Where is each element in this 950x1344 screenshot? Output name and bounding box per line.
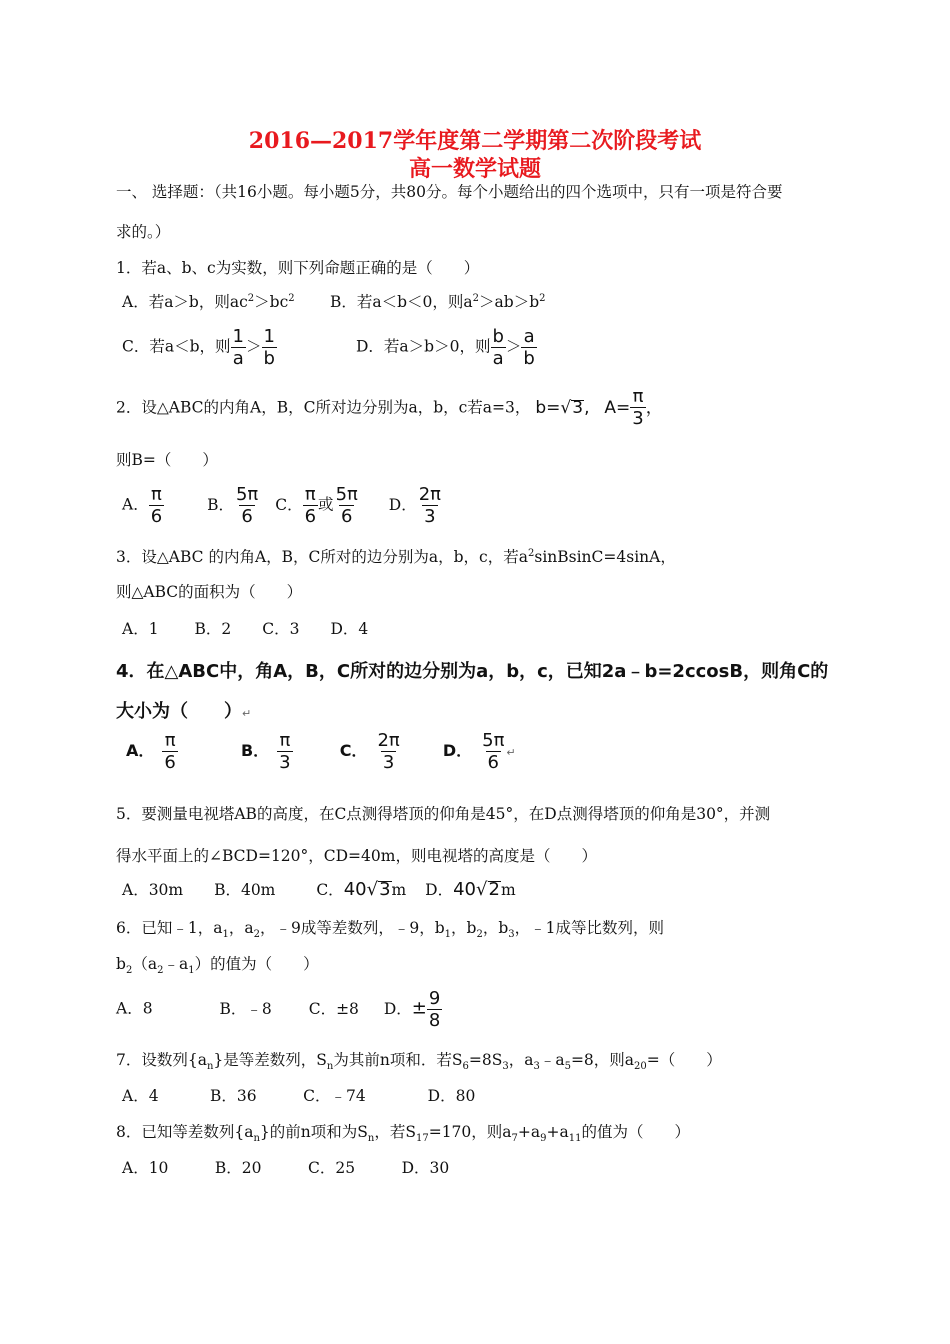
q4-options: A． $\frac{\pi}{6}$ B． $\frac{\pi}{3}$ C． $\frac{2\pi}{3}$ D． $\frac{5\pi}{6}$ ↵: [126, 730, 516, 773]
section-instructions: 一、 选择题：（共16小题。每小题5分，共80分。每个小题给出的四个选项中，只有一项是符合要: [116, 183, 783, 201]
q8-options: A．10 B．20 C．25 D．30: [122, 1159, 450, 1177]
q3-question: 则△ABC的面积为（ ）: [116, 583, 303, 601]
q3-options: A．1 B．2 C．3 D．4: [122, 620, 369, 638]
q7-stem: 7．设数列$\{a_n\}$是等差数列，$S_n$为其前n项和．若$S_6=8S_3$，$a_3﹣a_5=8$，则$a_{20}=$（ ）: [116, 1051, 722, 1073]
q4-question: 大小为（ ）↵: [116, 701, 252, 722]
q8-stem: 8．已知等差数列$\{a_n\}$的前n项和为$S_n$，若$S_{17}=170$，则$a_7+a_9+a_{11}$的值为（ ）: [116, 1123, 690, 1145]
b-value: b=√3,: [535, 397, 590, 418]
q6-options: A．8 B．﹣8 C．±8 D．± $\frac{9}{8}$: [116, 988, 441, 1031]
fraction: $\frac{b}{a}$: [492, 326, 504, 369]
q1-stem: 1．若a、b、c为实数，则下列命题正确的是（ ）: [116, 259, 480, 277]
q5-stem-cont: 得水平面上的∠BCD=120°，CD=40m，则电视塔的高度是（ ）: [116, 847, 597, 865]
q5-options: A．30m B．40m C．40√3m D．40√2m: [122, 879, 516, 900]
q6-question: $b_2(a_2﹣a_1)$的值为（ ）: [116, 955, 319, 977]
q2-question: 则B=（ ）: [116, 451, 218, 469]
fraction: $\frac{a}{b}$: [523, 326, 535, 369]
q1-option-c: C．若a＜b，则 $\frac{1}{a}$ ＞ $\frac{1}{b}$: [122, 326, 275, 369]
q6-stem: 6．已知﹣1，$a_1$，$a_2$，﹣9成等差数列，﹣9，$b_1$，$b_2$，$b_3$，﹣1成等比数列，则: [116, 919, 664, 941]
q3-stem: 3．设△ABC 的内角A，B，C所对的边分别为a，b，c，若$a^2sinBsinC=4\sin A$，: [116, 547, 676, 566]
q1-option-a: A．若a＞b，则$ac^2>bc^2$: [122, 292, 295, 311]
q1-option-d: D．若a＞b＞0，则 $\frac{b}{a}$ ＞ $\frac{a}{b}$: [356, 326, 535, 369]
fraction: $\frac{1}{b}$: [263, 326, 275, 369]
fraction: $\frac{1}{a}$: [232, 326, 244, 369]
a-value: A= $\frac{\pi}{3}$ ，: [604, 386, 663, 429]
exam-subtitle: 高一数学试题: [408, 156, 541, 182]
q5-stem: 5．要测量电视塔AB的高度，在C点测得塔顶的仰角是45°，在D点测得塔顶的仰角是30°，并测: [116, 805, 771, 823]
q2-stem: 2．设△ABC的内角A，B，C所对边分别为a，b，c若a=3， b=√3, A= $\frac{\pi}{3}$ ，: [116, 386, 663, 429]
exam-title: 2016—2017学年度第二学期第二次阶段考试: [248, 128, 702, 154]
section-instructions-cont: 求的。）: [116, 223, 171, 241]
q4-stem: 4．在△ABC中，角A，B，C所对的边分别为a，b，c，已知2a﹣b=2ccosB，则角C的: [116, 661, 829, 682]
q7-options: A．4 B．36 C．﹣74 D．80: [122, 1087, 476, 1105]
q2-options: A． $\frac{\pi}{6}$ B． $\frac{5\pi}{6}$ C． $\frac{\pi}{6}$ 或 $\frac{5\pi}{6}$ D． $\frac{2\pi}{3}$: [122, 484, 442, 527]
q1-option-b: B．若a＜b＜0，则$a^2>ab>b^2$: [330, 292, 546, 311]
